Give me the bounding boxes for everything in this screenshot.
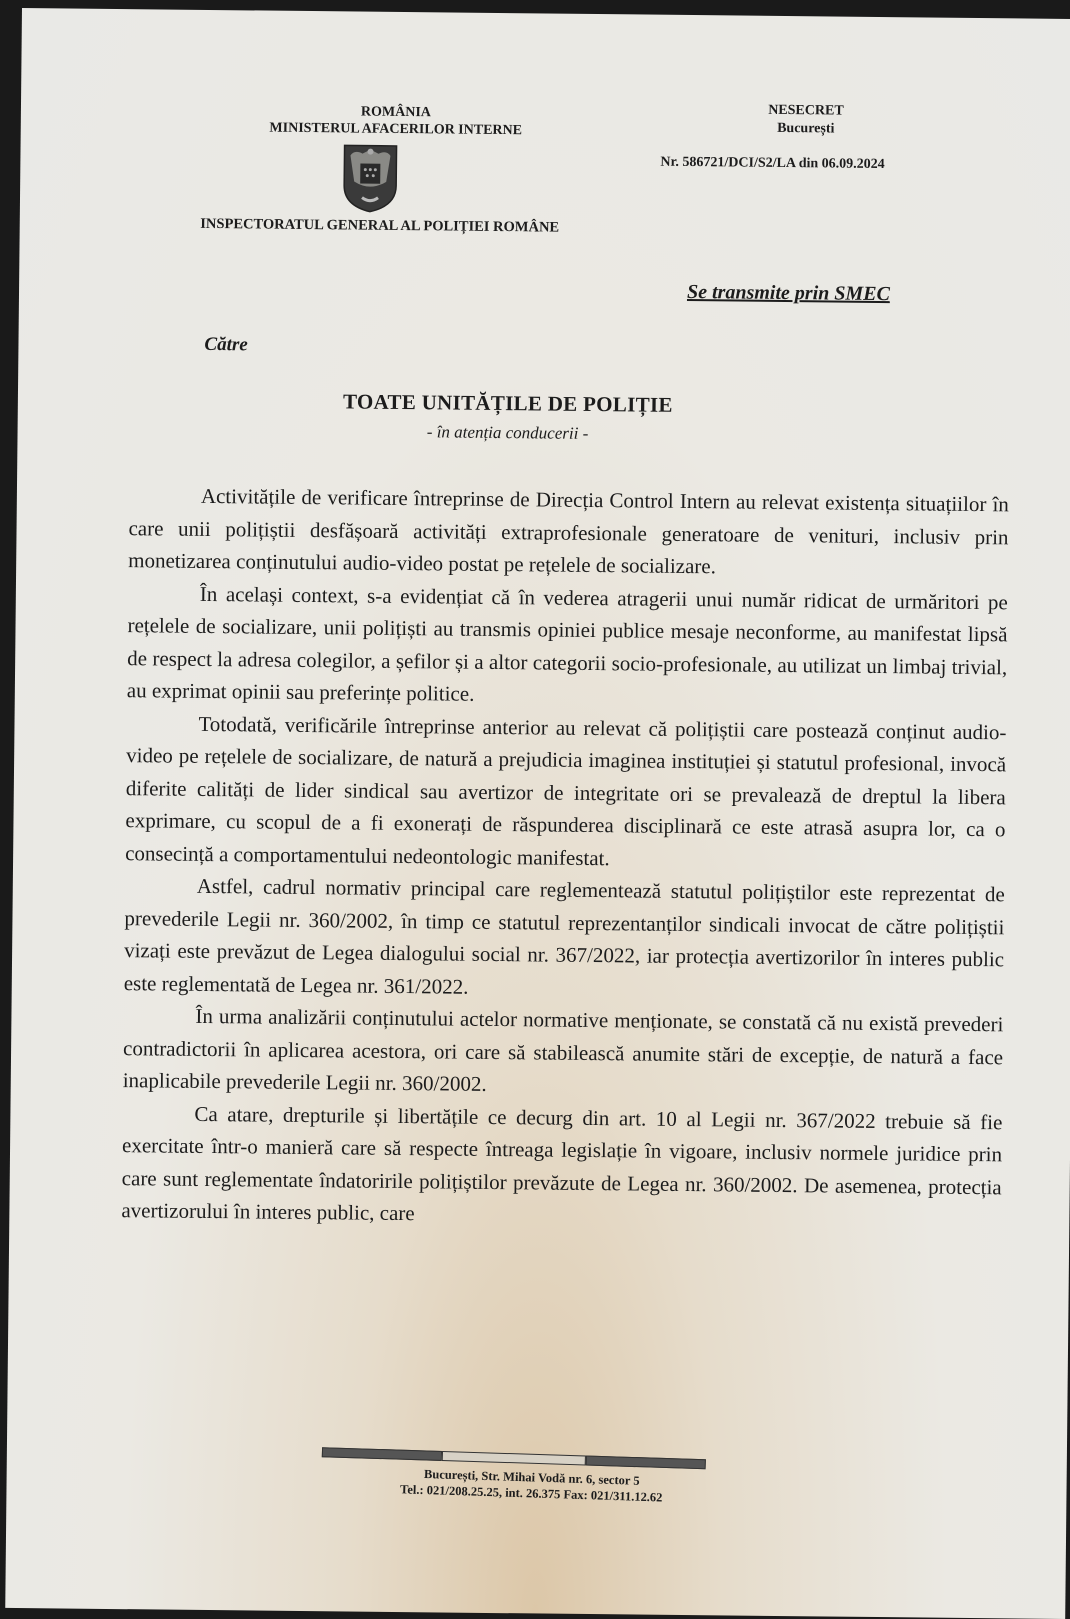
ministry-name: MINISTERUL AFACERILOR INTERNE	[269, 120, 523, 139]
paragraph: Activitățile de verificare întreprinse de Direcția Control Intern au relevat existența situațiilor în care unii polițiștii desfășoară activități extraprofesionale generatoare de venituri, inclusiv prin monetizarea conținutului audio-video postat pe rețelele de socializare.	[128, 483, 1009, 579]
document-page	[5, 8, 1070, 1619]
paragraph: Ca atare, drepturile și libertățile ce decurg din art. 10 al Legii nr. 367/2022 trebuie să fie exercitate într-o manieră care să respecte întreaga legislație în vigoare, inclusiv normele juridice prin care sunt reglementate îndatoririle polițiștilor prevăzute de Legea nr. 360/2002. De asemenea, protecția avertizorului în interes public, care	[121, 1101, 1003, 1226]
addressee-to: Către	[204, 333, 248, 356]
paragraph: Totodată, verificările întreprinse anterior au relevat că polițiștii care postează conținut audio-video pe rețelele de socializare, de natură a prejudicia imaginea instituției și statutul profesional, invocă diferite calități de lider sindical sau avertizor de integritate ori se prevalează de dreptul la libera exprimare, cu scopul de a fi exonerați de răspunderea disciplinară ce este atrasă asupra lor, ca o consecință a comportamentului nedeontologic manifestat.	[125, 711, 1007, 870]
classification-label: NESECRET	[768, 102, 844, 119]
transmission-note: Se transmite prin SMEC	[686, 280, 891, 306]
document-body	[121, 479, 1009, 1236]
romania-coat-of-arms-icon	[340, 141, 401, 214]
institution-name: INSPECTORATUL GENERAL AL POLIȚIEI ROMÂNE	[200, 215, 560, 236]
country-name: ROMÂNIA	[360, 104, 432, 121]
paragraph: În urma analizării conținutului actelor normative menționate, se constată că nu există prevederi contradictorii în aplicarea acestora, ori care să stabilească anumite stări de excepție, de natură a face inaplicabile prevederile Legii nr. 360/2002.	[122, 1003, 1004, 1096]
paragraph: În același context, s-a evidențiat că în vederea atragerii unui număr ridicat de urmăritori pe rețelele de socializare, unii polițiști au transmis opiniei publice mesaje neconforme, au manifestat lipsă de respect la adresa colegilor, a șefilor și a altor categorii socio-profesionale, au utilizat un limbaj trivial, au exprimat opinii sau preferințe politice.	[126, 581, 1008, 706]
letterhead-left	[231, 102, 561, 139]
registration-number: Nr. 586721/DCI/S2/LA din 06.09.2024	[660, 154, 885, 173]
paragraph: Astfel, cadrul normativ principal care reglementează statutul polițiștilor este reprezentat de prevederile Legii nr. 360/2002, în timp ce statutul reprezentanților sindicali invocat de către polițiștii vizați este prevăzut de Legea dialogului social nr. 367/2022, iar protecția avertizorilor în interes public este reglementată de Legea nr. 361/2022.	[123, 873, 1005, 999]
footer-address: București, Str. Mihai Vodă nr. 6, sector 5	[423, 1467, 640, 1488]
letterhead-right	[741, 102, 871, 139]
recipient-attention: - în atenția conducerii -	[426, 422, 589, 443]
recipient-title: TOATE UNITĂȚILE DE POLIȚIE	[342, 389, 673, 417]
city-label: București	[777, 120, 835, 137]
footer	[306, 1462, 757, 1508]
footer-contact: Tel.: 021/208.25.25, int. 26.375 Fax: 021/311.12.62	[399, 1482, 663, 1505]
